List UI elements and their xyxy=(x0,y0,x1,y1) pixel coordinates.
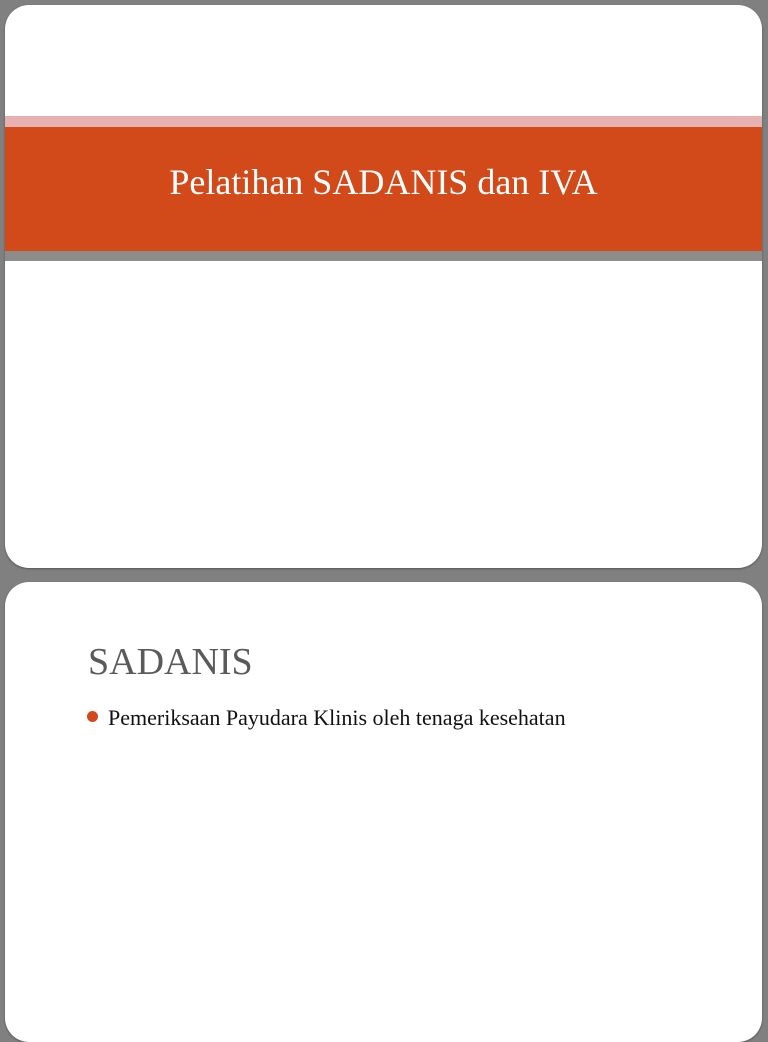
title-band xyxy=(5,127,762,251)
content-slide xyxy=(5,582,762,1042)
slide-heading: SADANIS xyxy=(88,641,253,683)
title-band-shadow xyxy=(5,251,762,261)
bullet-dot-icon xyxy=(87,711,98,722)
slide-title: Pelatihan SADANIS dan IVA xyxy=(169,162,598,202)
bullet-text: Pemeriksaan Payudara Klinis oleh tenaga kesehatan xyxy=(108,705,566,730)
title-slide xyxy=(5,5,762,568)
bullet-item xyxy=(87,705,566,731)
